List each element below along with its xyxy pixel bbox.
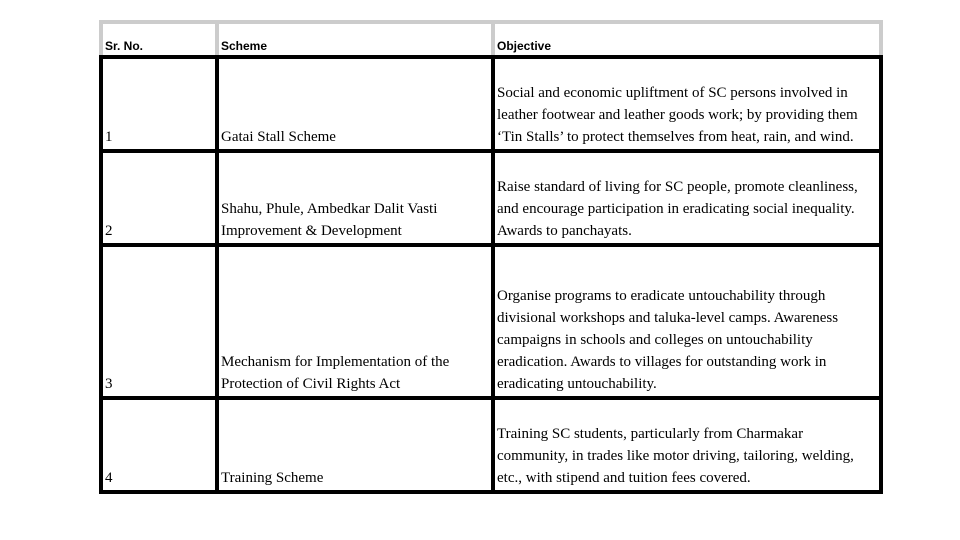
table-row [101,57,881,151]
cell-sr-no: 1 [101,57,217,151]
table-header-row [101,22,881,57]
cell-sr-no: 4 [101,398,217,492]
cell-objective: Organise programs to eradicate untouchability through divisional workshops and taluka-level camps. Awareness campaigns in schools and colleges on untouchability eradication. Awards to villages for outstanding work in eradicating untouchability. [493,245,881,398]
cell-objective: Social and economic upliftment of SC persons involved in leather footwear and leather goods work; by providing them ‘Tin Stalls’ to protect themselves from heat, rain, and wind. [493,57,881,151]
cell-objective: Raise standard of living for SC people, promote cleanliness, and encourage participation in eradicating social inequality. Awards to panchayats. [493,151,881,245]
table-row [101,151,881,245]
table-row [101,398,881,492]
cell-scheme: Shahu, Phule, Ambedkar Dalit Vasti Improvement & Development [217,151,493,245]
header-objective: Objective [493,22,881,57]
cell-scheme: Training Scheme [217,398,493,492]
cell-scheme: Gatai Stall Scheme [217,57,493,151]
header-sr-no: Sr. No. [101,22,217,57]
cell-scheme: Mechanism for Implementation of the Protection of Civil Rights Act [217,245,493,398]
schemes-table [99,20,883,494]
cell-sr-no: 3 [101,245,217,398]
cell-sr-no: 2 [101,151,217,245]
cell-objective: Training SC students, particularly from Charmakar community, in trades like motor driving, tailoring, welding, etc., with stipend and tuition fees covered. [493,398,881,492]
header-scheme: Scheme [217,22,493,57]
table-row [101,245,881,398]
